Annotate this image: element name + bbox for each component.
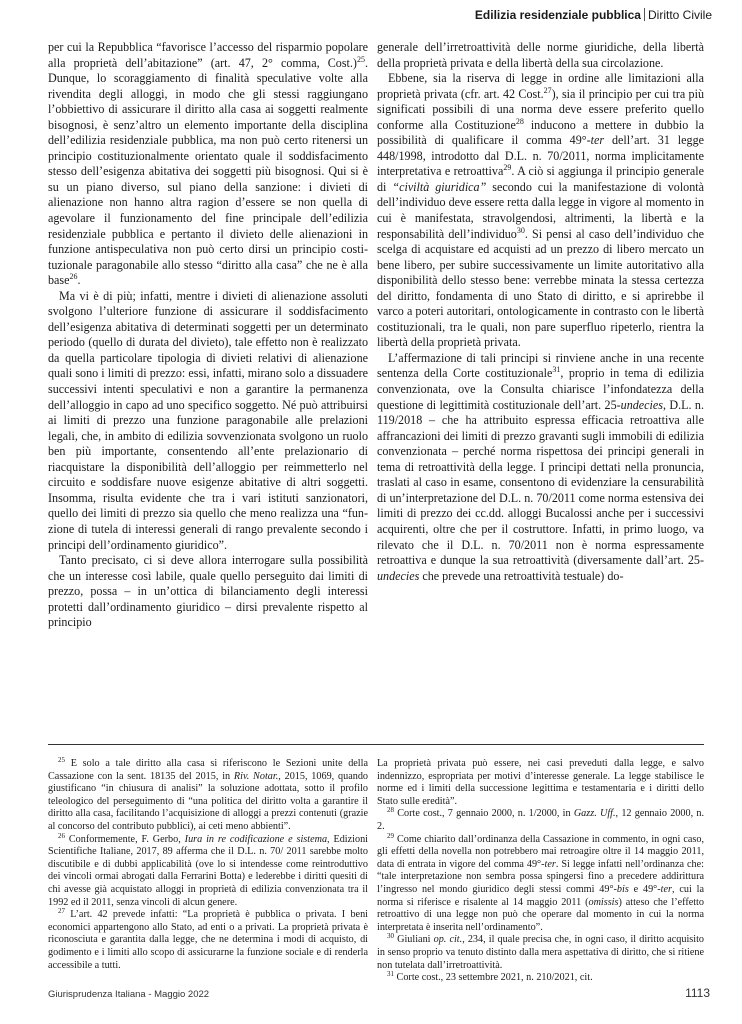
footnote-reference[interactable]: 29 — [503, 163, 512, 173]
text-run: La proprietà privata può essere, nei casi preveduti dalla legge, e salvo indennizzo, espropriata per motivi d’interesse generale. La legge stabilisce le norme ed i limiti della successione legittima e testamentaria e i diritti dello Stato sulle eredità”. — [377, 758, 704, 807]
text-run: generale dell’irretroattività delle norme giuridiche, della libertà della proprietà privata e della libertà della sua circolazione. — [377, 40, 704, 70]
text-run: . A ciò si aggiunga il principio generale di — [377, 164, 705, 194]
footnote-number: 29 — [387, 831, 394, 840]
text-run: Come chiarito dall’ordinanza della Cassazione in commento, in ogni caso, gli effetti della novella non potrebbero mai retroagire oltre il 14 maggio 2011, data di entrata in vigore del comma 49°- — [377, 833, 704, 870]
text-run: Ma vi è di più; infatti, mentre i divieti di alienazione assoluti svolgono l’ulteriore funzione di assicurare il soddisfacimento dell’esigenza abitativa di determinati soggetti per un determinato periodo (quello di durata del divieto), tale effetto non è realizzato da quella particolare tipologia di divieti relativi di alienazione quali sono i limiti di prezzo: essi, infatti, mirano solo a dissuadere successivi intenti speculativi e non a garantire la permanenza dell’alloggio in capo ad uno specifico soggetto. Né può attribuirsi ai limiti di prezzo una funzione paragonabile alle prelazioni legali, che, in ambito di edilizia sovvenzionata svolgono un ruolo ben più importante, consentendo all’ente prelazionario di riacquistare la disponibilità dell’alloggio per reimmetterlo nel circuito e soddisfare nuove esigenze abitative di altri soggetti. Insomma, risulta evidente che tra i vari istituti sanzionatori, quello dei limiti di prezzo sia quello che meno realizza una “funzione di tutela di interessi generali di rango prevalente secondo i principi dell’ordinamento giuridico”. — [48, 288, 368, 552]
text-run: inducono a mettere in dubbio la possibilità di qualificare il comma 49°- — [377, 117, 704, 148]
italic-text: Riv. Notar. — [233, 770, 279, 782]
text-run: , Edizioni Scientifiche Italiane, 2017, 89 afferma che il D.L. n. 70/ 2011 sarebbe molto discutibile e di dubbi applicabilità (ove lo si intendesse come reintroduttivo dei vincoli ormai abrogati dalla Ferrarini Botta) e lederebbe i diritti quesiti di chi avesse già acquistato alloggi in proprietà di edilizia convenzionata tra il 1992 ed il 2011, senza vincoli di alcun genere. — [48, 833, 368, 908]
paragraph — [377, 351, 704, 584]
text-run: . Dunque, lo scoraggiamento di finalità speculative volte alla rivendita degli alloggi, in modo che gli stessi raggiungano l’obbiettivo di assicurare il diritto alla casa ai soggetti realmente bisognosi, è senz’altro un elemento importante della disciplina dell’edilizia residenziale pubblica, ma non può certo ritenersi un principio costituzionalmente orientato quale il soddisfacimento stesso dell’esigenza abitativa dei soggetti più bisognosi. Qui si è su un piano diverso, sul piano della sanzione: i divieti di alienazione non hanno altra ragion d’essere se non quella di agevolare il funzionamento del fine principale dell’edilizia residenziale pubblica e pertanto il divieto delle alienazioni in funzione antispeculativa non può certo dirsi un principio costituzionale paragonabile allo stesso “diritto alla casa” che ne è alla base — [48, 55, 368, 288]
text-run: , proprio in tema di edilizia convenzionata, ove la Consulta chiarisce l’infondatezza della questione di legittimità costituzionale dell’art. 25- — [377, 366, 704, 412]
footnote-number: 30 — [387, 932, 394, 941]
paragraph — [377, 40, 704, 71]
text-run: e 49°- — [628, 883, 661, 895]
text-run: secondo cui la manifestazione di volontà dell’individuo deve essere retta dalla legge in vigore al momento in cui è manifestata, stravolgendosi, altrimenti, la libertà e la responsabilità dell’individuo — [377, 179, 705, 241]
page-number: 1113 — [685, 986, 710, 1000]
footnotes-column-left — [48, 758, 368, 972]
italic-text: Gazz. Uff. — [573, 808, 616, 820]
text-run: , D.L. n. 119/2018 – che ha attribuito espressa efficacia retroattiva alle affrancazioni dei limiti di prezzo gravanti sugli immobili di edilizia convenzionata – perché norma rispettosa dei principi generali in tema di retroattività della legge. I principi dettati nella pronuncia, traslati al caso in esame, consentono di evidenziare la censurabilità di un’interpretazione del D.L. n. 70/2011 come norma estensiva dei limiti di prezzo dei cc.dd. alloggi Bucalossi anche per i successivi acquirenti, oltre che per il costruttore. Infatti, in primo luogo, va rilevato che il D.L. n. 70/2011 non è norma espressamente retroattiva e dunque la sua retroattività (diversamente dall’art. 25- — [377, 397, 704, 568]
text-run: , cui la norma si riferisce e risalente al 14 maggio 2011 ( — [377, 883, 704, 908]
text-run: ), sia il principio per cui tra più significati possibili di una norma deve essere preferito quello conforme alla Costituzione — [377, 86, 704, 132]
footnote — [48, 909, 368, 972]
footnote — [377, 808, 704, 833]
italic-text: undecies — [620, 397, 663, 412]
italic-text: bis — [616, 883, 629, 895]
header-category: Diritto Civile — [647, 8, 712, 22]
paragraph — [48, 289, 368, 553]
paragraph — [377, 71, 704, 351]
footnote-number: 31 — [387, 970, 394, 979]
text-run: . — [77, 273, 81, 288]
text-run: . Si legge infatti nell’ordinanza che: “tale interpretazione non sembra possa spingersi fino a precedere addirittura l’ingresso nel mondo giuridico degli stessi commi 49°- — [377, 858, 705, 895]
footer-journal: Giurisprudenza Italiana - Maggio 2022 — [48, 989, 210, 1000]
italic-text: ter — [544, 858, 556, 870]
running-header — [475, 8, 712, 22]
footnote-separator — [48, 744, 704, 745]
text-run: ) atteso che l’effetto retroattivo di una legge non può che operare dal momento in cui la norma interpretata è inserita nell’ordinamento”. — [377, 896, 704, 933]
footnote — [377, 831, 705, 935]
italic-text: “civiltà giuridica” — [392, 179, 487, 194]
italic-text: ter — [660, 883, 672, 895]
italic-text: ter — [590, 133, 605, 148]
footnote-reference[interactable]: 31 — [552, 365, 561, 375]
footnote-reference[interactable]: 28 — [515, 116, 524, 126]
text-run: E solo a tale diritto alla casa si riferiscono le Sezioni unite della Cassazione con la sent. 18135 del 2015, in — [48, 758, 368, 782]
italic-text: op. cit. — [433, 934, 463, 946]
header-section-title: Edilizia residenziale pubblica — [474, 8, 641, 22]
text-run: Ebbene, sia la riserva di legge in ordine alle limitazioni alla proprietà privata (cfr. art. 42 Cost. — [377, 71, 704, 101]
footnote — [377, 972, 704, 985]
text-run: . Si pensi al caso dell’individuo che scelga di acquistare ed acquisti ad un prezzo di libero mercato un bene libero, per subire successivamente un limite autoritativo alla disponibilità dello stesso bene: verrebbe minata la stessa certezza del diritto, fondamenta di uno Stato di diritto, e si aprirebbe il varco a poteri autoritari, ontologicamente in contrasto con le libertà costituzionali, tra le quali, non pare superfluo ripeterlo, rientra la libertà della proprietà privata. — [377, 226, 704, 350]
footnote — [48, 758, 368, 834]
text-run: che prevede una retroattività testuale) do- — [419, 568, 624, 583]
footnote-reference[interactable]: 30 — [516, 225, 525, 235]
footnote-reference[interactable]: 26 — [69, 272, 78, 282]
body-column-right — [377, 40, 704, 584]
footnote — [377, 934, 704, 972]
text-run: , 2015, 1069, quando giustificano “in chiusura di analisi” la soluzione adottata, sotto il profilo teleologico del perseguimento di “una politica del diritto volta a garantire il diritto alla casa, facilitando l’acquisizione di alloggi a prezzi contenuti (grazie al concorso del contributo pubblici), ai ceti meno abbienti”. — [48, 770, 369, 832]
text-run: Giuliani — [394, 934, 434, 946]
italic-text: omissis — [588, 896, 619, 908]
text-run: dell’art. 31 legge 448/1998, introdotto dal D.L. n. 70/2011, norma implicitamente interpretativa e retroattiva — [377, 133, 704, 179]
text-run: L’affermazione di tali principi si rinviene anche in una recente sentenza della Corte costituzionale — [377, 350, 704, 381]
footnote-number: 26 — [58, 831, 65, 840]
italic-text: Iura in re codificazione e sistema — [184, 833, 328, 845]
text-run: Tanto precisato, ci si deve allora interrogare sulla possibilità che un interesse così labile, quale quello perseguito dai limiti di prezzo, possa – in un’ottica di bilanciamento degli interessi protetti dall’ordinamento giuridico – dirsi prevalente rispetto al principio — [48, 553, 368, 630]
text-run: Corte cost., 7 gennaio 2000, n. 1/2000, in — [394, 808, 574, 820]
footnote-number: 28 — [387, 806, 394, 815]
text-run: , 234, il quale precisa che, in ogni caso, il diritto acquisito in senso proprio va tenuto distinto dalla mera aspettativa di diritto, che si ritiene non tutelata dall’irretroattività. — [377, 934, 705, 971]
text-run: per cui la Repubblica “favorisce l’accesso del risparmio popolare alla proprietà dell’abitazione” (art. 47, 2° comma, Cost.) — [48, 40, 368, 70]
footnote-reference[interactable]: 25 — [356, 54, 365, 64]
body-column-left — [48, 40, 368, 631]
footnotes-column-right — [377, 758, 704, 985]
footnote — [377, 758, 704, 808]
text-run: Corte cost., 23 settembre 2021, n. 210/2021, cit. — [394, 972, 593, 984]
footnote-number: 25 — [58, 756, 65, 764]
paragraph — [48, 553, 368, 631]
footnote-number: 27 — [58, 907, 65, 916]
text-run: Conformemente, F. Gerbo, — [65, 833, 185, 845]
text-run: L’art. 42 prevede infatti: “La proprietà è pubblica o privata. I beni economici appartengono allo Stato, ad enti o a privati. La proprietà privata è riconosciuta e garantita dalla legge, che ne determina i modi di acquisto, di godimento e i limiti allo scopo di assicurarne la funzione sociale e di renderla accessibile a tutti. — [48, 909, 368, 971]
footnote-reference[interactable]: 27 — [543, 85, 552, 95]
italic-text: undecies — [377, 568, 420, 583]
footnote — [48, 831, 368, 910]
text-run: , 12 gennaio 2000, n. 2. — [377, 808, 704, 832]
paragraph — [48, 40, 368, 289]
header-divider — [644, 8, 645, 21]
